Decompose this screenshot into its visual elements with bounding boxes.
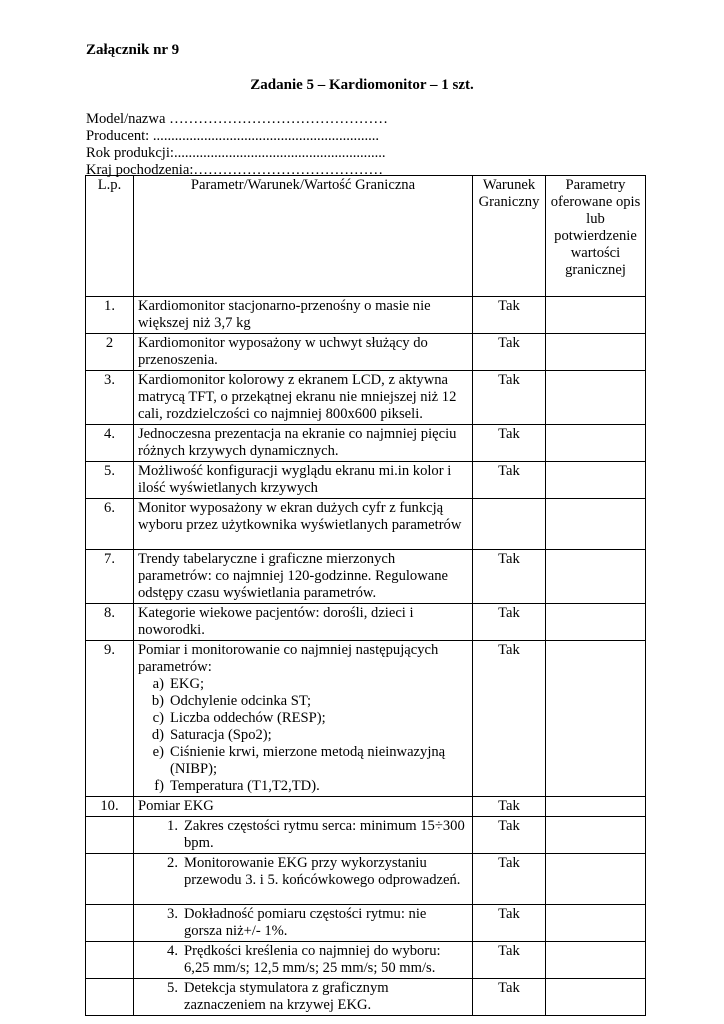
list-marker: a) xyxy=(152,676,164,692)
product-fields xyxy=(86,111,388,179)
list-item xyxy=(138,744,468,778)
row-warunek: Tak xyxy=(473,797,546,817)
row-warunek: Tak xyxy=(473,942,546,979)
row-offer-cell[interactable] xyxy=(546,462,646,499)
row-text: Jednoczesna prezentacja na ekranie co najmniej pięciu różnych krzywych dynamicznych. xyxy=(134,425,473,462)
sub-text: Zakres częstości rytmu serca: minimum 15÷300 bpm. xyxy=(184,818,465,851)
row-lp xyxy=(86,942,134,979)
row-warunek: Tak xyxy=(473,641,546,797)
row-offer-cell[interactable] xyxy=(546,942,646,979)
row-offer-cell[interactable] xyxy=(546,604,646,641)
header-lp: L.p. xyxy=(86,176,134,297)
list-text: Liczba oddechów (RESP); xyxy=(170,710,326,726)
row-offer-cell[interactable] xyxy=(546,854,646,905)
attachment-label: Załącznik nr 9 xyxy=(86,42,180,58)
list-text: Temperatura (T1,T2,TD). xyxy=(170,778,320,794)
row-warunek: Tak xyxy=(473,854,546,905)
row-warunek: Tak xyxy=(473,425,546,462)
row-text: Kardiomonitor kolorowy z ekranem LCD, z aktywna matrycą TFT, o przekątnej ekranu nie mniejszej niż 12 cali, rozdzielczości co najmniej 800x600 pikseli. xyxy=(134,371,473,425)
sub-text: Monitorowanie EKG przy wykorzystaniu przewodu 3. i 5. końcówkowego odprowadzeń. xyxy=(184,855,461,888)
row-warunek: Tak xyxy=(473,604,546,641)
row-text: Pomiar EKG xyxy=(134,797,473,817)
list-item xyxy=(138,676,468,693)
row-lp: 8. xyxy=(86,604,134,641)
row-offer-cell[interactable] xyxy=(546,979,646,1016)
row-offer-cell[interactable] xyxy=(546,550,646,604)
sub-marker: 1. xyxy=(167,818,178,834)
table-row xyxy=(86,462,646,499)
row-warunek: Tak xyxy=(473,817,546,854)
field-producer: Producent: .............................................................. xyxy=(86,128,380,144)
list-item xyxy=(138,778,468,795)
row-warunek: Tak xyxy=(473,297,546,334)
table-subrow xyxy=(86,817,646,854)
row-offer-cell[interactable] xyxy=(546,297,646,334)
row-text xyxy=(134,905,473,942)
row-lp: 4. xyxy=(86,425,134,462)
row-text xyxy=(134,942,473,979)
row-offer-cell[interactable] xyxy=(546,334,646,371)
header-row xyxy=(86,176,646,297)
row9-intro: Pomiar i monitorowanie co najmniej następujących parametrów: xyxy=(138,642,439,675)
table-row-9 xyxy=(86,641,646,797)
row-lp xyxy=(86,817,134,854)
list-text: Saturacja (Spo2); xyxy=(170,727,272,743)
header-oferta: Parametry oferowane opis lub potwierdzenie wartości granicznej xyxy=(546,176,646,297)
row-warunek: Tak xyxy=(473,550,546,604)
row-text xyxy=(134,817,473,854)
row-lp xyxy=(86,905,134,942)
sub-marker: 2. xyxy=(167,855,178,871)
row-lp: 9. xyxy=(86,641,134,797)
list-text: Odchylenie odcinka ST; xyxy=(170,693,312,709)
list-text: EKG; xyxy=(170,676,205,692)
task-title: Zadanie 5 – Kardiomonitor – 1 szt. xyxy=(250,77,474,93)
parameter-list xyxy=(138,676,468,795)
table-row-10 xyxy=(86,797,646,817)
row-warunek: Tak xyxy=(473,979,546,1016)
list-marker: e) xyxy=(152,744,164,760)
list-marker: c) xyxy=(152,710,164,726)
row-lp xyxy=(86,979,134,1016)
row-lp: 10. xyxy=(86,797,134,817)
list-marker: f) xyxy=(154,778,164,794)
header-param: Parametr/Warunek/Wartość Graniczna xyxy=(134,176,473,297)
row-warunek: Tak xyxy=(473,371,546,425)
list-marker: b) xyxy=(151,693,164,709)
table-row xyxy=(86,334,646,371)
row-offer-cell[interactable] xyxy=(546,425,646,462)
list-item xyxy=(138,710,468,727)
sub-marker: 4. xyxy=(167,943,178,959)
sub-marker: 3. xyxy=(167,906,178,922)
row-warunek xyxy=(473,499,546,550)
table-row xyxy=(86,297,646,334)
field-year: Rok produkcji:.......................................................... xyxy=(86,145,386,161)
row-offer-cell[interactable] xyxy=(546,641,646,797)
row-offer-cell[interactable] xyxy=(546,797,646,817)
row-warunek: Tak xyxy=(473,462,546,499)
table-row xyxy=(86,604,646,641)
table-subrow xyxy=(86,854,646,905)
row-lp: 7. xyxy=(86,550,134,604)
list-text: Ciśnienie krwi, mierzone metodą nieinwazyjną (NIBP); xyxy=(170,744,446,777)
row-text: Trendy tabelaryczne i graficzne mierzonych parametrów: co najmniej 120-godzinne. Regulowane odstępy czasu wyświetlania parametrów. xyxy=(134,550,473,604)
list-item xyxy=(138,727,468,744)
row-text xyxy=(134,641,473,797)
row-text: Kardiomonitor wyposażony w uchwyt służący do przenoszenia. xyxy=(134,334,473,371)
sub-marker: 5. xyxy=(167,980,178,996)
table-row xyxy=(86,499,646,550)
header-warunek: Warunek Graniczny xyxy=(473,176,546,297)
row-warunek: Tak xyxy=(473,905,546,942)
sub-text: Dokładność pomiaru częstości rytmu: nie gorsza niż+/- 1%. xyxy=(184,906,427,939)
sub-text: Prędkości kreślenia co najmniej do wyboru: 6,25 mm/s; 12,5 mm/s; 25 mm/s; 50 mm/s. xyxy=(184,943,441,976)
table-row xyxy=(86,371,646,425)
row-lp: 2 xyxy=(86,334,134,371)
row-warunek: Tak xyxy=(473,334,546,371)
row-text: Kardiomonitor stacjonarno-przenośny o masie nie większej niż 3,7 kg xyxy=(134,297,473,334)
table-subrow xyxy=(86,942,646,979)
row-lp: 5. xyxy=(86,462,134,499)
sub-text: Detekcja stymulatora z graficznym zaznaczeniem na krzywej EKG. xyxy=(184,980,389,1013)
list-marker: d) xyxy=(151,727,164,743)
table-subrow xyxy=(86,905,646,942)
row-offer-cell[interactable] xyxy=(546,905,646,942)
list-item xyxy=(138,693,468,710)
row-lp: 6. xyxy=(86,499,134,550)
row-text: Kategorie wiekowe pacjentów: dorośli, dzieci i noworodki. xyxy=(134,604,473,641)
table-subrow xyxy=(86,979,646,1016)
row-text: Monitor wyposażony w ekran dużych cyfr z funkcją wyboru przez użytkownika wyświetlanych parametrów xyxy=(134,499,473,550)
table-row xyxy=(86,425,646,462)
row-text xyxy=(134,854,473,905)
row-lp: 1. xyxy=(86,297,134,334)
field-country: Kraj pochodzenia:………………………………… xyxy=(86,162,384,178)
row-offer-cell[interactable] xyxy=(546,499,646,550)
specification-table xyxy=(85,175,646,1016)
row-text xyxy=(134,979,473,1016)
row-lp: 3. xyxy=(86,371,134,425)
row-offer-cell[interactable] xyxy=(546,371,646,425)
row-lp xyxy=(86,854,134,905)
row-text: Możliwość konfiguracji wyglądu ekranu mi.in kolor i ilość wyświetlanych krzywych xyxy=(134,462,473,499)
field-model: Model/nazwa ……………………………………… xyxy=(86,111,388,127)
row-offer-cell[interactable] xyxy=(546,817,646,854)
table-row xyxy=(86,550,646,604)
